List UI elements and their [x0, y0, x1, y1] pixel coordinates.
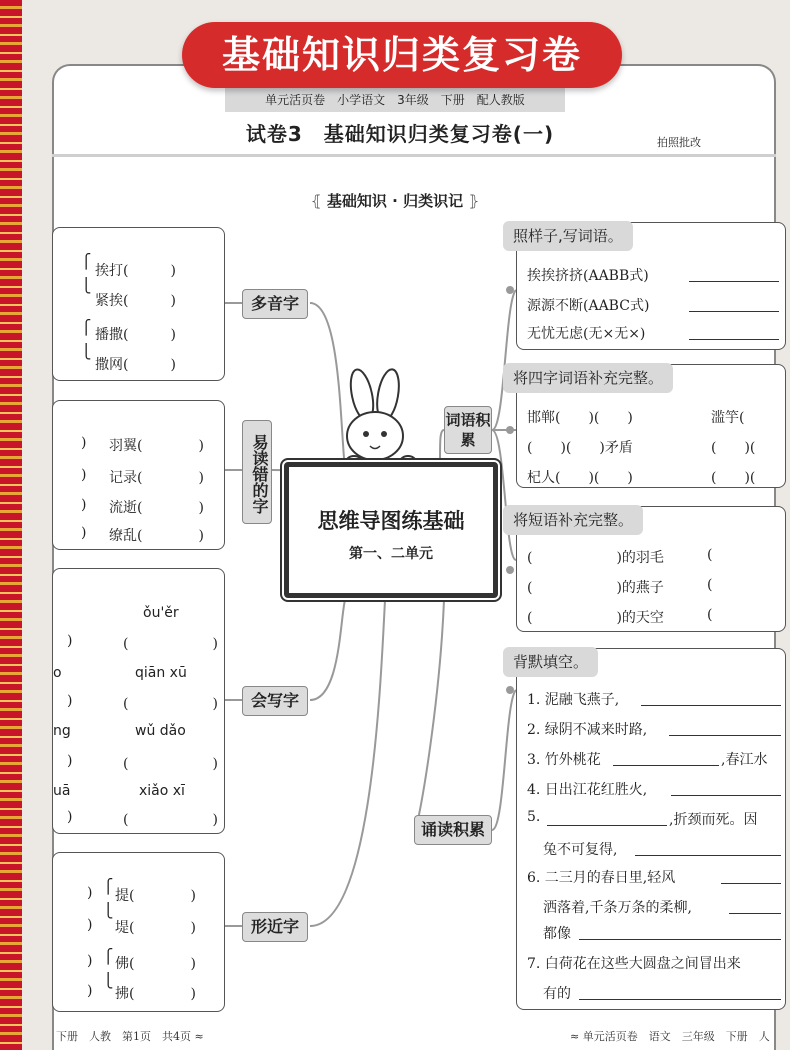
node-write: 会写字 [242, 686, 308, 716]
phrase-row-right[interactable]: ( [707, 577, 713, 593]
vocab-example-row: 挨挨挤挤(AABB式) [527, 268, 649, 284]
polyphone-row[interactable]: 紧挨( ) [95, 293, 176, 309]
answer-line[interactable] [635, 855, 781, 856]
recite-line: 2. 绿阴不减来时路, [527, 722, 648, 738]
bracket-left-icon: ⎩ [81, 278, 92, 294]
similar-row[interactable]: 堤( ) [115, 920, 196, 936]
center-subtitle: 第一、二单元 [349, 546, 433, 562]
answer-line[interactable] [641, 705, 781, 706]
write-bracket[interactable]: ( ) [123, 636, 218, 652]
pinyin-label: uā [53, 783, 71, 799]
recite-line: 5. [527, 809, 541, 825]
phrase-row-right[interactable]: ( [707, 547, 713, 563]
answer-line[interactable] [613, 765, 719, 766]
answer-line[interactable] [669, 735, 781, 736]
recite-line: 洒落着,千条万条的柔柳, [543, 900, 692, 916]
recite-line: 有的 [543, 986, 571, 1002]
vocab-card-2 [513, 364, 786, 488]
recite-line-tail: ,春江水 [721, 752, 768, 768]
footer-left: 下册 人教 第1页 共4页 ≈ [56, 1030, 204, 1043]
answer-line[interactable] [547, 825, 667, 826]
recite-line-tail: ,折颈而死。因 [669, 812, 758, 828]
pinyin-label: qiān xū [135, 665, 187, 681]
pinyin-label: ng [53, 723, 71, 739]
misread-bracket: ) [81, 435, 87, 451]
vocab-card-3 [513, 506, 786, 632]
section-title-text: 基础知识 · 归类识记 [326, 192, 464, 210]
title-banner: 基础知识归类复习卷 [182, 22, 622, 88]
polyphone-row[interactable]: 撒网( ) [95, 357, 176, 373]
write-bracket-left: ) [67, 693, 73, 709]
polyphone-row[interactable]: 播撒( ) [95, 327, 176, 343]
similar-bracket-left: ) [87, 885, 93, 901]
similar-bracket-left: ) [87, 983, 93, 999]
vocab-card-1-head: 照样子,写词语。 [503, 221, 633, 251]
write-bracket-left: ) [67, 753, 73, 769]
answer-line[interactable] [689, 311, 779, 312]
phrase-row[interactable]: ( )的羽毛 [527, 550, 664, 566]
bracket-left-icon: ⎧ [81, 254, 92, 270]
bracket-left-icon: ⎩ [81, 344, 92, 360]
vocab-card-1 [513, 222, 786, 350]
write-bracket[interactable]: ( ) [123, 756, 218, 772]
node-polyphone: 多音字 [242, 289, 308, 319]
center-board [284, 462, 498, 598]
pinyin-label: ǒu'ěr [143, 605, 179, 621]
bracket-left-icon: ⎩ [103, 973, 114, 989]
misread-bracket: ) [81, 525, 87, 541]
idiom-row[interactable]: ( )( )矛盾 [527, 440, 633, 456]
bracket-left-icon: ⎩ [103, 903, 114, 919]
center-title: 思维导图练基础 [317, 509, 465, 533]
answer-line[interactable] [579, 999, 781, 1000]
write-bracket[interactable]: ( ) [123, 812, 218, 828]
phrase-row[interactable]: ( )的燕子 [527, 580, 664, 596]
write-bracket[interactable]: ( ) [123, 696, 218, 712]
answer-line[interactable] [689, 281, 779, 282]
page-title: 试卷3 基础知识归类复习卷(一) [245, 122, 555, 146]
header-strip: 单元活页卷 小学语文 3年级 下册 配人教版 [225, 88, 565, 112]
answer-line[interactable] [729, 913, 781, 914]
vocab-example-row: 源源不断(AABC式) [527, 298, 650, 314]
footer-right: ≈ 单元活页卷 语文 三年级 下册 人 [570, 1030, 770, 1043]
pinyin-label: o [53, 665, 62, 681]
vocab-card-2-head: 将四字词语补充完整。 [503, 363, 673, 393]
similar-bracket-left: ) [87, 917, 93, 933]
recite-card-head: 背默填空。 [503, 647, 598, 677]
similar-row[interactable]: 提( ) [115, 888, 196, 904]
idiom-row-right[interactable]: ( )( [711, 440, 756, 456]
idiom-row-right[interactable]: 滥竽( [711, 410, 745, 426]
node-vocab: 词语积累 [444, 406, 492, 454]
polyphone-row[interactable]: 挨打( ) [95, 263, 176, 279]
recite-card [513, 648, 786, 1010]
answer-line[interactable] [689, 339, 779, 340]
bracket-left-icon: ⎧ [81, 320, 92, 336]
recite-line: 都像 [543, 926, 571, 942]
node-misread: 易读错的字 [242, 420, 272, 524]
phrase-row[interactable]: ( )的天空 [527, 610, 664, 626]
recite-line: 6. 二三月的春日里,轻风 [527, 870, 676, 886]
answer-line[interactable] [579, 939, 781, 940]
node-recite: 诵读积累 [414, 815, 492, 845]
idiom-row-right[interactable]: ( )( [711, 470, 756, 486]
photo-grading-label: 拍照批改 [657, 136, 701, 149]
write-bracket-left: ) [67, 809, 73, 825]
misread-bracket: ) [81, 497, 87, 513]
laurel-left-icon: ⦃ [310, 192, 322, 210]
pinyin-label: xiǎo xī [139, 783, 185, 799]
misread-row[interactable]: 记录( ) [109, 470, 204, 486]
recite-line: 兔不可复得, [543, 842, 618, 858]
bracket-left-icon: ⎧ [103, 949, 114, 965]
recite-line: 7. 白荷花在这些大圆盘之间冒出来 [527, 956, 741, 972]
vocab-example-row: 无忧无虑(无×无×) [527, 326, 646, 342]
idiom-row[interactable]: 杞人( )( ) [527, 470, 633, 486]
answer-line[interactable] [721, 883, 781, 884]
misread-row[interactable]: 缭乱( ) [109, 528, 204, 544]
bracket-left-icon: ⎧ [103, 879, 114, 895]
similar-bracket-left: ) [87, 953, 93, 969]
phrase-row-right[interactable]: ( [707, 607, 713, 623]
misread-row[interactable]: 羽翼( ) [109, 438, 204, 454]
recite-line: 3. 竹外桃花 [527, 752, 601, 768]
write-bracket-left: ) [67, 633, 73, 649]
laurel-right-icon: ⦄ [468, 192, 480, 210]
similar-row[interactable]: 佛( ) [115, 956, 196, 972]
recite-line: 1. 泥融飞燕子, [527, 692, 620, 708]
recite-line: 4. 日出江花红胜火, [527, 782, 648, 798]
answer-line[interactable] [671, 795, 781, 796]
misread-row[interactable]: 流逝( ) [109, 500, 204, 516]
similar-row[interactable]: 拂( ) [115, 986, 196, 1002]
vocab-card-3-head: 将短语补充完整。 [503, 505, 643, 535]
idiom-row[interactable]: 邯郸( )( ) [527, 410, 633, 426]
node-similar: 形近字 [242, 912, 308, 942]
misread-bracket: ) [81, 467, 87, 483]
pinyin-label: wǔ dǎo [135, 723, 186, 739]
